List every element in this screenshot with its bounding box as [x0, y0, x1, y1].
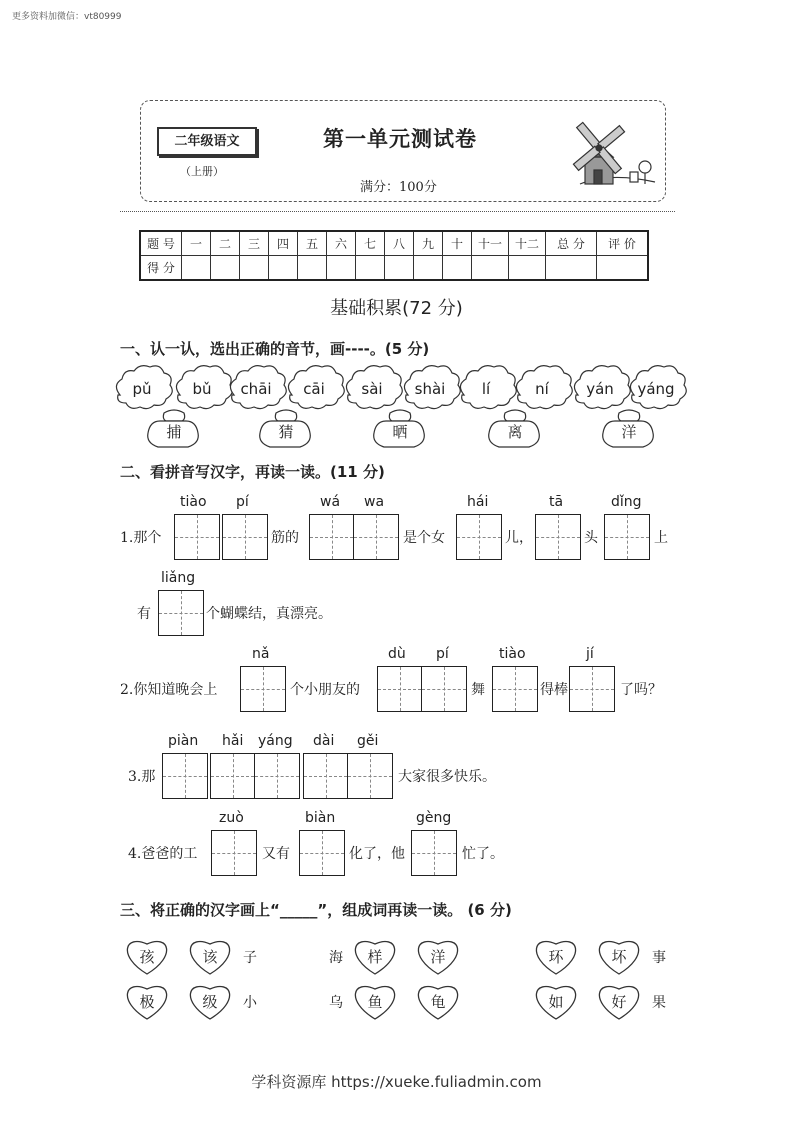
watermark-text: 更多资料加微信：vt80999 — [12, 12, 122, 22]
score-input-cell[interactable] — [269, 256, 298, 281]
sentence-text: 上 — [654, 530, 668, 546]
pinyin: hái — [467, 494, 489, 510]
sentence-text: 儿， — [505, 530, 533, 546]
heart-option[interactable]: 样 — [367, 948, 383, 966]
score-input-cell[interactable] — [443, 256, 472, 281]
syllable-option[interactable]: chāi — [240, 380, 272, 398]
word-char: 海 — [329, 950, 343, 966]
heart-option[interactable]: 孩 — [139, 948, 155, 966]
score-input-cell[interactable] — [546, 256, 597, 281]
sentence-text: 有 — [137, 606, 151, 622]
pinyin: zuò — [219, 810, 244, 826]
sentence-text: 3.那 — [128, 769, 156, 785]
writing-grid[interactable] — [456, 514, 502, 560]
heart-option[interactable]: 好 — [611, 993, 627, 1011]
heart-option[interactable]: 坏 — [611, 948, 627, 966]
heart-option[interactable]: 洋 — [430, 948, 446, 966]
score-header-cell: 评 价 — [597, 231, 649, 256]
page-title: 第一单元测试卷 — [323, 127, 477, 151]
writing-grid[interactable] — [162, 753, 208, 799]
score-input-cell[interactable] — [182, 256, 211, 281]
q3-hearts — [110, 930, 690, 1030]
writing-grid[interactable] — [211, 830, 257, 876]
pot-character: 捕 — [166, 423, 182, 441]
sentence-text: 2.你知道晚会上 — [120, 682, 218, 698]
sentence-text: 化了，他 — [349, 846, 405, 862]
pinyin: liǎng — [161, 570, 196, 586]
score-header-cell: 十一 — [472, 231, 509, 256]
pinyin: yáng — [258, 733, 293, 749]
score-input-cell[interactable] — [356, 256, 385, 281]
score-header-cell: 七 — [356, 231, 385, 256]
heart-option[interactable]: 环 — [548, 948, 564, 966]
heart-option[interactable]: 如 — [548, 993, 564, 1011]
sentence-text: 忙了。 — [462, 846, 504, 862]
heart-option[interactable]: 极 — [139, 993, 155, 1011]
score-header-cell: 总 分 — [546, 231, 597, 256]
sentence-text: 是个女 — [403, 530, 445, 546]
sentence-text: 头 — [584, 530, 598, 546]
word-char: 子 — [243, 950, 257, 966]
score-header-cell: 六 — [327, 231, 356, 256]
pinyin: nǎ — [252, 646, 270, 662]
writing-grid[interactable] — [240, 666, 286, 712]
syllable-option[interactable]: yán — [586, 380, 614, 398]
full-marks: 满分：100分 — [360, 180, 437, 195]
pinyin: hǎi — [222, 733, 244, 749]
sentence-text: 个蝴蝶结，真漂亮。 — [206, 606, 332, 622]
syllable-option[interactable]: sài — [361, 380, 383, 398]
score-table-row — [140, 256, 648, 281]
pot-character: 洋 — [621, 423, 637, 441]
score-header-cell: 三 — [240, 231, 269, 256]
writing-grid[interactable] — [411, 830, 457, 876]
pinyin: gèng — [416, 810, 452, 826]
section-title: 基础积累(72 分) — [330, 298, 463, 319]
pinyin: dù — [388, 646, 406, 662]
syllable-option[interactable]: bǔ — [192, 380, 212, 398]
sentence-text: 1.那个 — [120, 530, 162, 546]
question-3-title: 三、将正确的汉字画上“_____”，组成词再读一读。 (6 分) — [120, 901, 512, 919]
score-input-cell[interactable] — [414, 256, 443, 281]
sentence-text: 4.爸爸的工 — [128, 846, 198, 862]
score-header-cell: 题 号 — [140, 231, 182, 256]
score-header-cell: 一 — [182, 231, 211, 256]
score-row-label: 得 分 — [140, 256, 182, 281]
score-header-cell: 九 — [414, 231, 443, 256]
score-header-cell: 四 — [269, 231, 298, 256]
heart-option[interactable]: 龟 — [430, 993, 446, 1011]
sentence-text: 个小朋友的 — [290, 682, 360, 698]
writing-grid[interactable] — [210, 753, 300, 799]
pot-character: 离 — [507, 423, 523, 441]
sentence-text: 又有 — [262, 846, 290, 862]
pot-character: 猜 — [278, 423, 294, 441]
score-header-cell: 十 — [443, 231, 472, 256]
sentence-text: 筋的 — [271, 530, 299, 546]
pinyin: pí — [236, 494, 249, 510]
pinyin: wá — [320, 494, 341, 510]
pinyin: tiào — [180, 494, 207, 510]
writing-grid[interactable] — [309, 514, 399, 560]
score-table — [139, 230, 649, 281]
writing-grid[interactable] — [535, 514, 581, 560]
syllable-option[interactable]: yáng — [637, 380, 675, 398]
pinyin: piàn — [168, 733, 199, 749]
heart-option[interactable]: 级 — [202, 993, 218, 1011]
writing-grid[interactable] — [377, 666, 467, 712]
word-char: 小 — [243, 995, 257, 1011]
word-char: 乌 — [329, 995, 343, 1011]
word-char: 果 — [652, 995, 666, 1011]
writing-grid[interactable] — [174, 514, 220, 560]
sentence-text: 得棒 — [540, 682, 568, 698]
score-input-cell[interactable] — [298, 256, 327, 281]
footer-text: 学科资源库 https://xueke.fuliadmin.com — [251, 1073, 542, 1091]
pinyin: wa — [364, 494, 385, 510]
sentence-text: 大家很多快乐。 — [398, 769, 496, 785]
pinyin: tiào — [499, 646, 526, 662]
syllable-option[interactable]: cāi — [303, 380, 325, 398]
pinyin: pí — [436, 646, 449, 662]
heart-option[interactable]: 鱼 — [367, 993, 383, 1011]
pinyin: jí — [586, 646, 594, 662]
score-input-cell[interactable] — [240, 256, 269, 281]
score-input-cell[interactable] — [385, 256, 414, 281]
score-header-cell: 八 — [385, 231, 414, 256]
score-input-cell[interactable] — [472, 256, 509, 281]
pinyin: gěi — [357, 733, 379, 749]
score-input-cell[interactable] — [211, 256, 240, 281]
pot-character: 晒 — [392, 423, 408, 441]
sentence-text: 了吗？ — [620, 682, 662, 698]
score-header-cell: 五 — [298, 231, 327, 256]
sentence-text: 舞 — [471, 682, 485, 698]
writing-grid[interactable] — [604, 514, 650, 560]
heart-option[interactable]: 该 — [202, 948, 218, 966]
question-2-title: 二、看拼音写汉字，再读一读。(11 分) — [120, 463, 385, 481]
syllable-option[interactable]: ní — [535, 380, 549, 398]
pinyin: biàn — [305, 810, 336, 826]
windmill-illustration — [560, 112, 660, 192]
score-header-cell: 十二 — [509, 231, 546, 256]
writing-grid[interactable] — [222, 514, 268, 560]
writing-grid[interactable] — [158, 590, 204, 636]
syllable-option[interactable]: pǔ — [132, 380, 152, 398]
writing-grid[interactable] — [303, 753, 393, 799]
score-input-cell[interactable] — [327, 256, 356, 281]
grade-label: 二年级语文 — [157, 127, 257, 156]
word-char: 事 — [652, 950, 666, 966]
writing-grid[interactable] — [299, 830, 345, 876]
pinyin: dǐng — [611, 494, 642, 510]
score-header-cell: 二 — [211, 231, 240, 256]
question-1-title: 一、认一认，选出正确的音节，画----。(5 分) — [120, 340, 430, 358]
score-input-cell[interactable] — [509, 256, 546, 281]
pinyin: dài — [313, 733, 335, 749]
score-table-row — [140, 231, 648, 256]
separator-line — [120, 211, 675, 212]
syllable-option[interactable]: lí — [481, 380, 491, 398]
syllable-option[interactable]: shài — [414, 380, 446, 398]
score-input-cell[interactable] — [597, 256, 649, 281]
writing-grid[interactable] — [492, 666, 538, 712]
volume-label: （上册） — [180, 165, 224, 178]
pinyin: tā — [549, 494, 564, 510]
writing-grid[interactable] — [569, 666, 615, 712]
